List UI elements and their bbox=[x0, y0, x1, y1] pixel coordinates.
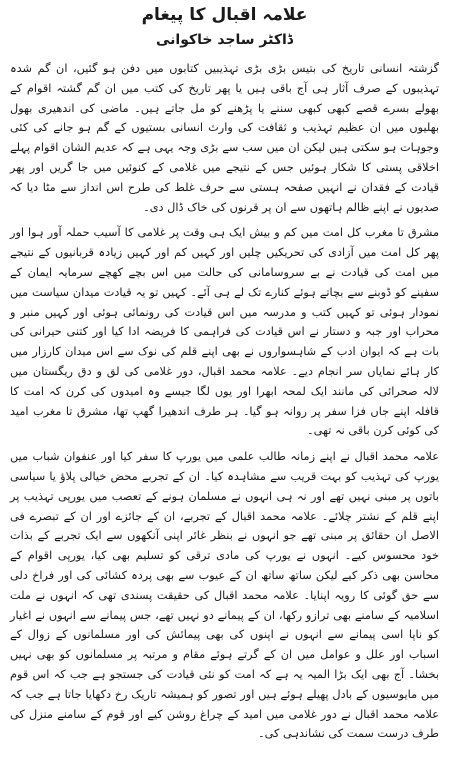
article-title: علامہ اقبال کا پیغام bbox=[141, 5, 308, 25]
article bbox=[10, 4, 439, 750]
article-byline: ڈاکٹر ساجد خاکوانی bbox=[155, 32, 294, 48]
article-paragraph-2: مشرق تا مغرب کل امت میں کم و بیش ایک ہی وقت پر غلامی کا آسیب حملہ آور ہوا اور پھر کل امت میں آزادی کی تحریکیں چلیں اور کہیں کم اور کہیں زیادہ قربانیوں کے نتیجے میں امت کی قیادت نے بے سروسامانی کی حالت میں اس بچے کھچے سرمایہ ایمان کے سفینے کو ڈوبنے سے بچاتے ہوئے کنارے تک لے ہی آئے۔ کہیں تو یہ قیادت میدان سیاست میں نمودار ہوئی تو کہیں کتب و مدرسہ میں اس قیادت کی رونمائی ہوئی اور کہیں منبر و محراب اور جبہ و دستار نے اس قیادت کی فراہمی کا فریضہ ادا کیا اور کتنی حیرانی کی بات ہے کہ ایوان ادب کے شاہسواروں نے بھی اپنے قلم کی نوک سے اس میدان کارزار میں کار ہائے نمایاں سر انجام دیے۔ علامہ محمد اقبال، دور غلامی کی لق و دق ریگستان میں لالہ صحرائی کی مانند ایک لمحہ ابھرا اور یوں لگا جیسے وہ امیدوں کی کرن کہ امت کا قافلہ اپنے جاں فزا سفر پر روانہ ہو گیا۔ ہر طرف اندھیرا گھپ تھا، مشرق تا مغرب امید کی کوئی کرن باقی نہ تھی۔ bbox=[10, 226, 439, 438]
article-paragraph-1: گزشتہ انسانی تاریخ کی بتیس بڑی بڑی تہذیبیں کتابوں میں دفن ہو گئیں، ان گم شدہ تہذیبوں کے صرف آثار ہی آج باقی ہیں یا پھر تاریخ کی کتب میں ان گم گشتہ اقوام کے بھولے بسرے قصے کبھی کبھی سننے یا پڑھنے کو مل جاتے ہیں۔ ماضی کی اندھیری بھول بھلیوں میں ان عظیم تہذیب و ثقافت کی وارث انسانی بستیوں کے گم ہو جانے کی کئی وجوہات ہو سکتی ہیں لیکن ان میں سب سے بڑی وجہ یہی ہے کہ عدیم الشان اقوام پہلے اخلاقی پستی کا شکار ہوئیں جس کے نتیجے میں غلامی کے کنوئیں میں جا گریں اور پھر قیادت کے فقدان نے انہیں صفحہ ہستی سے حرف غلط کی طرح اس انداز سے مٹا دیا کہ صدیوں نے اپنے ظالم ہاتھوں سے ان پر قرنوں کی خاک ڈال دی۔ bbox=[10, 62, 439, 214]
article-paragraph-3: علامہ محمد اقبال نے اپنے زمانہ طالب علمی میں یورپ کا سفر کیا اور عنفوان شباب میں یورپ کی تہذیب کو بہت قریب سے مشاہدہ کیا۔ ان کے تجربے محض خیالی پلاؤ یا سیاسی باتوں پر مبنی نہیں تھے اور نہ ہی انہوں نے مسلمان ہونے کے تعصب میں یورپی تہذیب پر اپنے قلم کے نشتر چلائے۔ علامہ محمد اقبال کے تجربے، ان کے جائزے اور ان کے تبصرے فی الاصل ان حقائق پر مبنی تھے جو انہوں نے بنظر غائر اپنی آنکھوں سے ایک تجربے کے بذات خود محسوس کیے۔ انہوں نے یورپ کی مادی ترقی کو تسلیم بھی کیا، یورپی اقوام کے محاسن بھی ذکر کیے لیکن ساتھ ساتھ ان کے عیوب سے بھی پردہ کشائی کی اور فراخ دلی سے حق گوئی کا رویہ اپنایا۔ علامہ محمد اقبال کی حقیقت پسندی تھی کہ انہوں نے ملت اسلامیہ کے سامنے بھی ترازو رکھا، ان کے پیمانے دو نہیں تھے، جس پیمانے سے انہوں نے اغیار کو ناپا اسی پیمانے سے انہوں نے اپنوں کی بھی پیمائش کی اور مسلمانوں کے زوال کے اسباب اور علل و عوامل میں ان کے گرتے ہوئے مقام و مرتبہ پر مسلمانوں کو بھی نہیں بخشا۔ آج بھی ایک بڑا المیہ یہ ہے کہ امت کو نئی قیادت کی جستجو ہے جب کہ اس قوم میں مایوسیوں کے بادل پھیلے ہوئے ہیں اور تصور کو ہمیشہ تاریک رخ دکھایا جاتا ہے جب کہ علامہ محمد اقبال نے دور غلامی میں امید کے چراغ روشن کیے اور قوم کے سامنے منزل کی طرف درست سمت کی نشاندہی کی۔ bbox=[10, 450, 439, 741]
